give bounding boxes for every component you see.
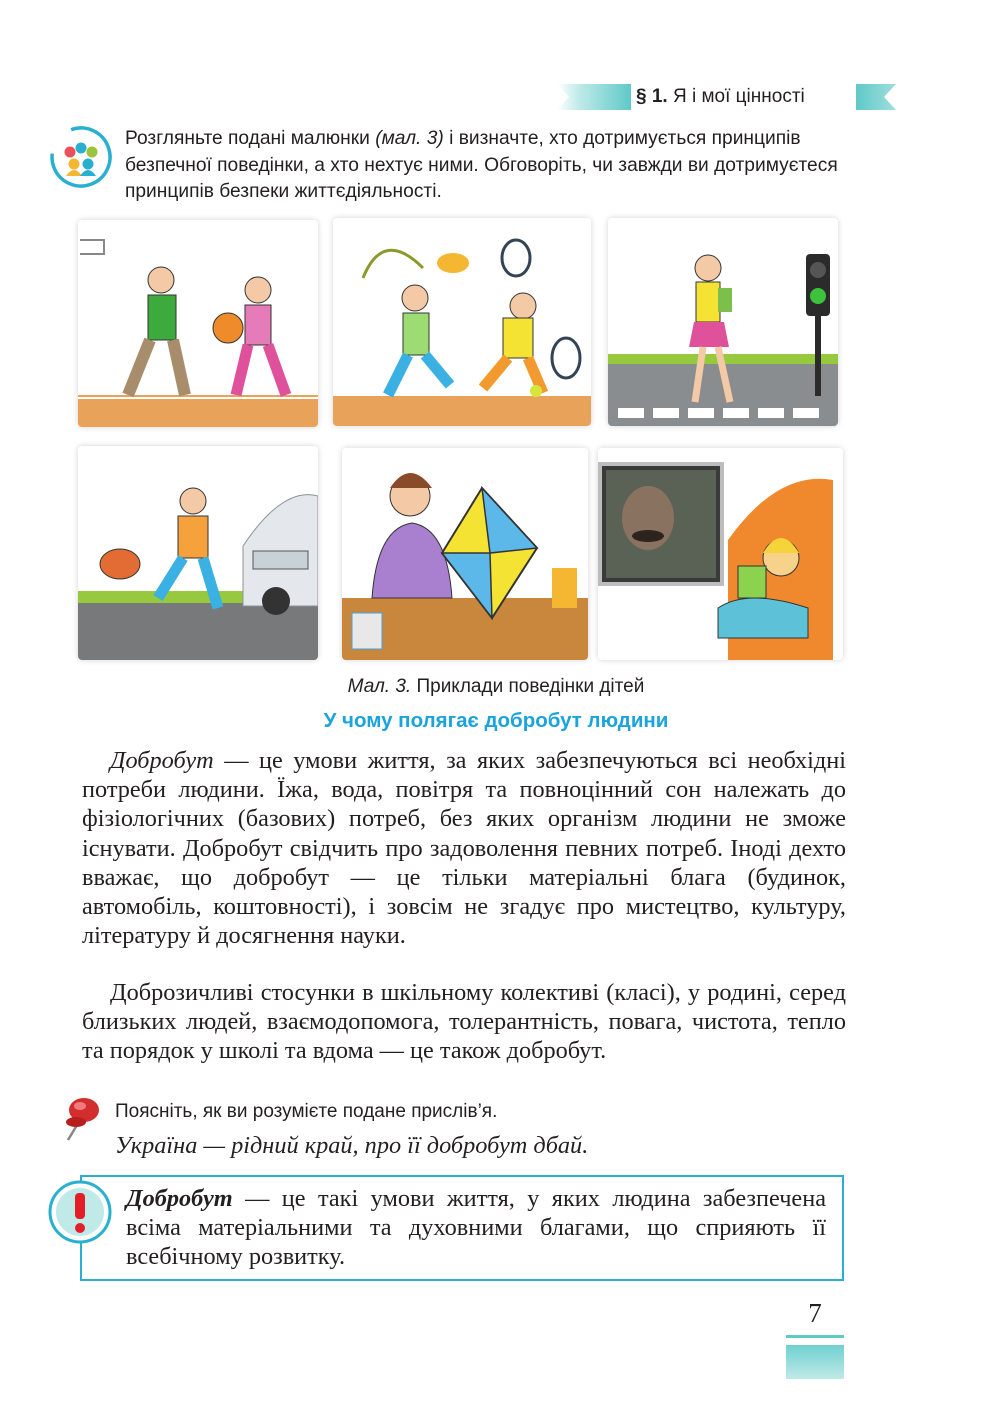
exclamation-icon (47, 1177, 113, 1247)
definition-body: — це такі умови життя, у яких людина забезпечена всіма матеріальними та духовними благами, що сприяють її всебічному розвитку. (126, 1185, 826, 1270)
paragraph-term: Добробут (110, 747, 214, 774)
caption-label: Мал. 3. (347, 676, 412, 697)
section-heading: У чому полягає добробут людини (323, 709, 669, 732)
illustration-basketball (78, 220, 318, 427)
header-band-left (557, 84, 631, 110)
paragraph-1 (82, 746, 846, 950)
definition-text (126, 1184, 826, 1271)
paragraph-text: Доброзичливі стосунки в шкільному колективі (класі), у родині, серед близьких людей, взаємодопомога, толерантність, повага, чистота, тепло та порядок у школі та вдома — це також добробут. (82, 979, 846, 1065)
proverb-text: Україна — рідний край, про її добробут дбай. (115, 1132, 589, 1159)
page-number-band (786, 1345, 844, 1379)
illustration-kite (342, 448, 588, 660)
task-text-part: і визначте, хто дотримується принципів безпечної поведінки, а хто нехтує ними. Обговоріть, чи завжди ви дотримуєтеся принципів безпеки життєдіяльності. (125, 128, 838, 202)
header-band-right (856, 84, 896, 110)
section-mark: § 1. (636, 86, 668, 107)
group-discussion-icon (50, 126, 112, 188)
caption-text: Приклади поведінки дітей (411, 676, 645, 697)
illustration-tennis (333, 218, 591, 426)
question-text: Поясніть, як ви розумієте подане прислів’я. (115, 1101, 498, 1122)
task-text-part: Розгляньте подані малюнки (125, 128, 376, 149)
figure-caption (0, 676, 992, 698)
paragraph-2 (82, 978, 846, 1066)
pushpin-icon (58, 1092, 102, 1144)
section-title-header: Я і мої цінності (672, 86, 805, 107)
figure-reference: (мал. 3) (375, 128, 444, 149)
illustration-crosswalk (608, 218, 838, 426)
page-number: 7 (808, 1298, 822, 1328)
definition-term: Добробут (126, 1185, 233, 1212)
task-text (125, 126, 850, 206)
paragraph-text: — це умови життя, за яких забезпечуються всі необхідні потреби людини. Їжа, вода, повітря та повноцінний сон належать до фізіологічних (базових) потреб, без яких організм людини не зможе існувати. Добробут свідчить про задоволення певних потреб. Іноді дехто вважає, що добробут — це тільки матеріальні блага (будинок, автомобіль, коштовності), і зовсім не згадує про мистецтво, культуру, літературу й досягнення науки. (82, 747, 846, 950)
page-number-rule (786, 1335, 844, 1338)
illustration-tv-watching (598, 448, 843, 660)
illustration-road-car (78, 446, 318, 660)
running-header (636, 86, 852, 108)
